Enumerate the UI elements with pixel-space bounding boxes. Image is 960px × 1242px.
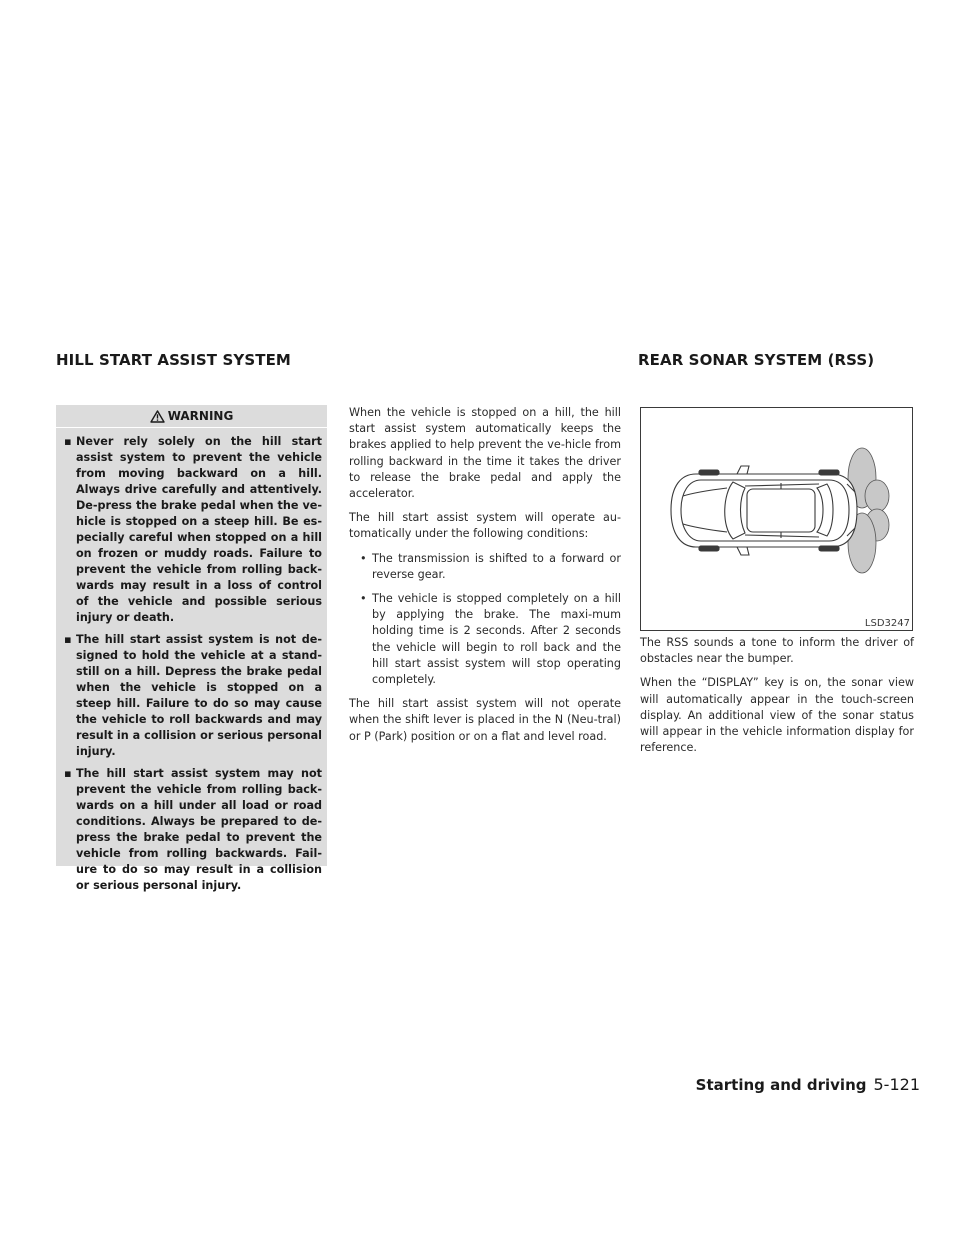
warning-item [62,766,322,894]
section-title-rear-sonar: REAR SONAR SYSTEM (RSS) [638,351,875,369]
bullet-icon: ▪ [64,767,72,780]
list-item [349,591,621,688]
warning-item-text: The hill start assist system may not prevent the vehicle from rolling back-wards on a hill under all load or road conditions. Always be prepared to de-press the brake pedal to prevent the vehicle from rolling backwards. Fail-ure to do so may result in a collision or serious personal injury. [76,767,322,892]
warning-box [56,405,327,892]
list-item-text: The vehicle is stopped completely on a hill by applying the brake. The maxi-mum holding time is 2 seconds. After 2 seconds the vehicle will begin to roll back and the hill start assist system will stop operating completely. [372,592,621,687]
warning-header [56,405,327,428]
warning-item-text: The hill start assist system is not de-signed to hold the vehicle at a stand-still on a hill. Depress the brake pedal when the vehicle is stopped on a steep hill. Failure to do so may cause the vehicle to roll backwards and may result in a collision or serious personal injury. [76,633,322,758]
sonar-zone-inner-left [865,480,889,512]
warning-item-text: Never rely solely on the hill start assist system to prevent the vehicle from moving backward on a hill. Always drive carefully and attentively. De-press the brake pedal when the ve-hicle is stopped on a steep hill. Be es-pecially careful when stopped on a hill on frozen or muddy roads. Failure to prevent the vehicle from rolling back-wards may result in a loss of control of the vehicle and possible serious injury or death. [76,435,322,624]
warning-item [62,632,322,760]
figure-id: LSD3247 [864,618,910,629]
list-item-text: The transmission is shifted to a forward or reverse gear. [372,551,621,581]
hill-start-body [349,405,621,753]
section-title-hill-start: HILL START ASSIST SYSTEM [56,351,291,369]
chapter-name: Starting and driving [695,1076,867,1094]
bullet-icon: • [360,551,367,565]
warning-list [62,434,322,894]
rss-figure [640,407,913,631]
rear-sonar-body [640,635,914,764]
page-number: 5-121 [873,1075,920,1094]
paragraph: When the vehicle is stopped on a hill, the hill start assist system automatically keeps the brakes applied to help prevent the ve-hicle from rolling backward in the time it takes the driver to release the brake pedal and apply the accelerator. [349,406,621,501]
warning-triangle-icon [150,410,165,423]
paragraph: The hill start assist system will not operate when the shift lever is placed in the N (Neu-tral) or P (Park) position or on a flat and level road. [349,697,621,743]
paragraph: The hill start assist system will operate au-tomatically under the following conditions: [349,511,621,541]
car-sonar-illustration [641,408,912,630]
paragraph: When the “DISPLAY” key is on, the sonar view will automatically appear in the touch-screen display. An additional view of the sonar status will appear in the vehicle information display for reference. [640,676,914,755]
bullet-icon: • [360,592,367,606]
bullet-icon: ▪ [64,633,72,646]
warning-heading: WARNING [167,409,234,423]
car-top-view [671,466,857,555]
paragraph: The RSS sounds a tone to inform the driver of obstacles near the bumper. [640,636,914,666]
bullet-icon: ▪ [64,435,72,448]
page-footer [696,1075,920,1094]
warning-item [62,434,322,626]
condition-list [349,551,621,689]
list-item [349,551,621,583]
